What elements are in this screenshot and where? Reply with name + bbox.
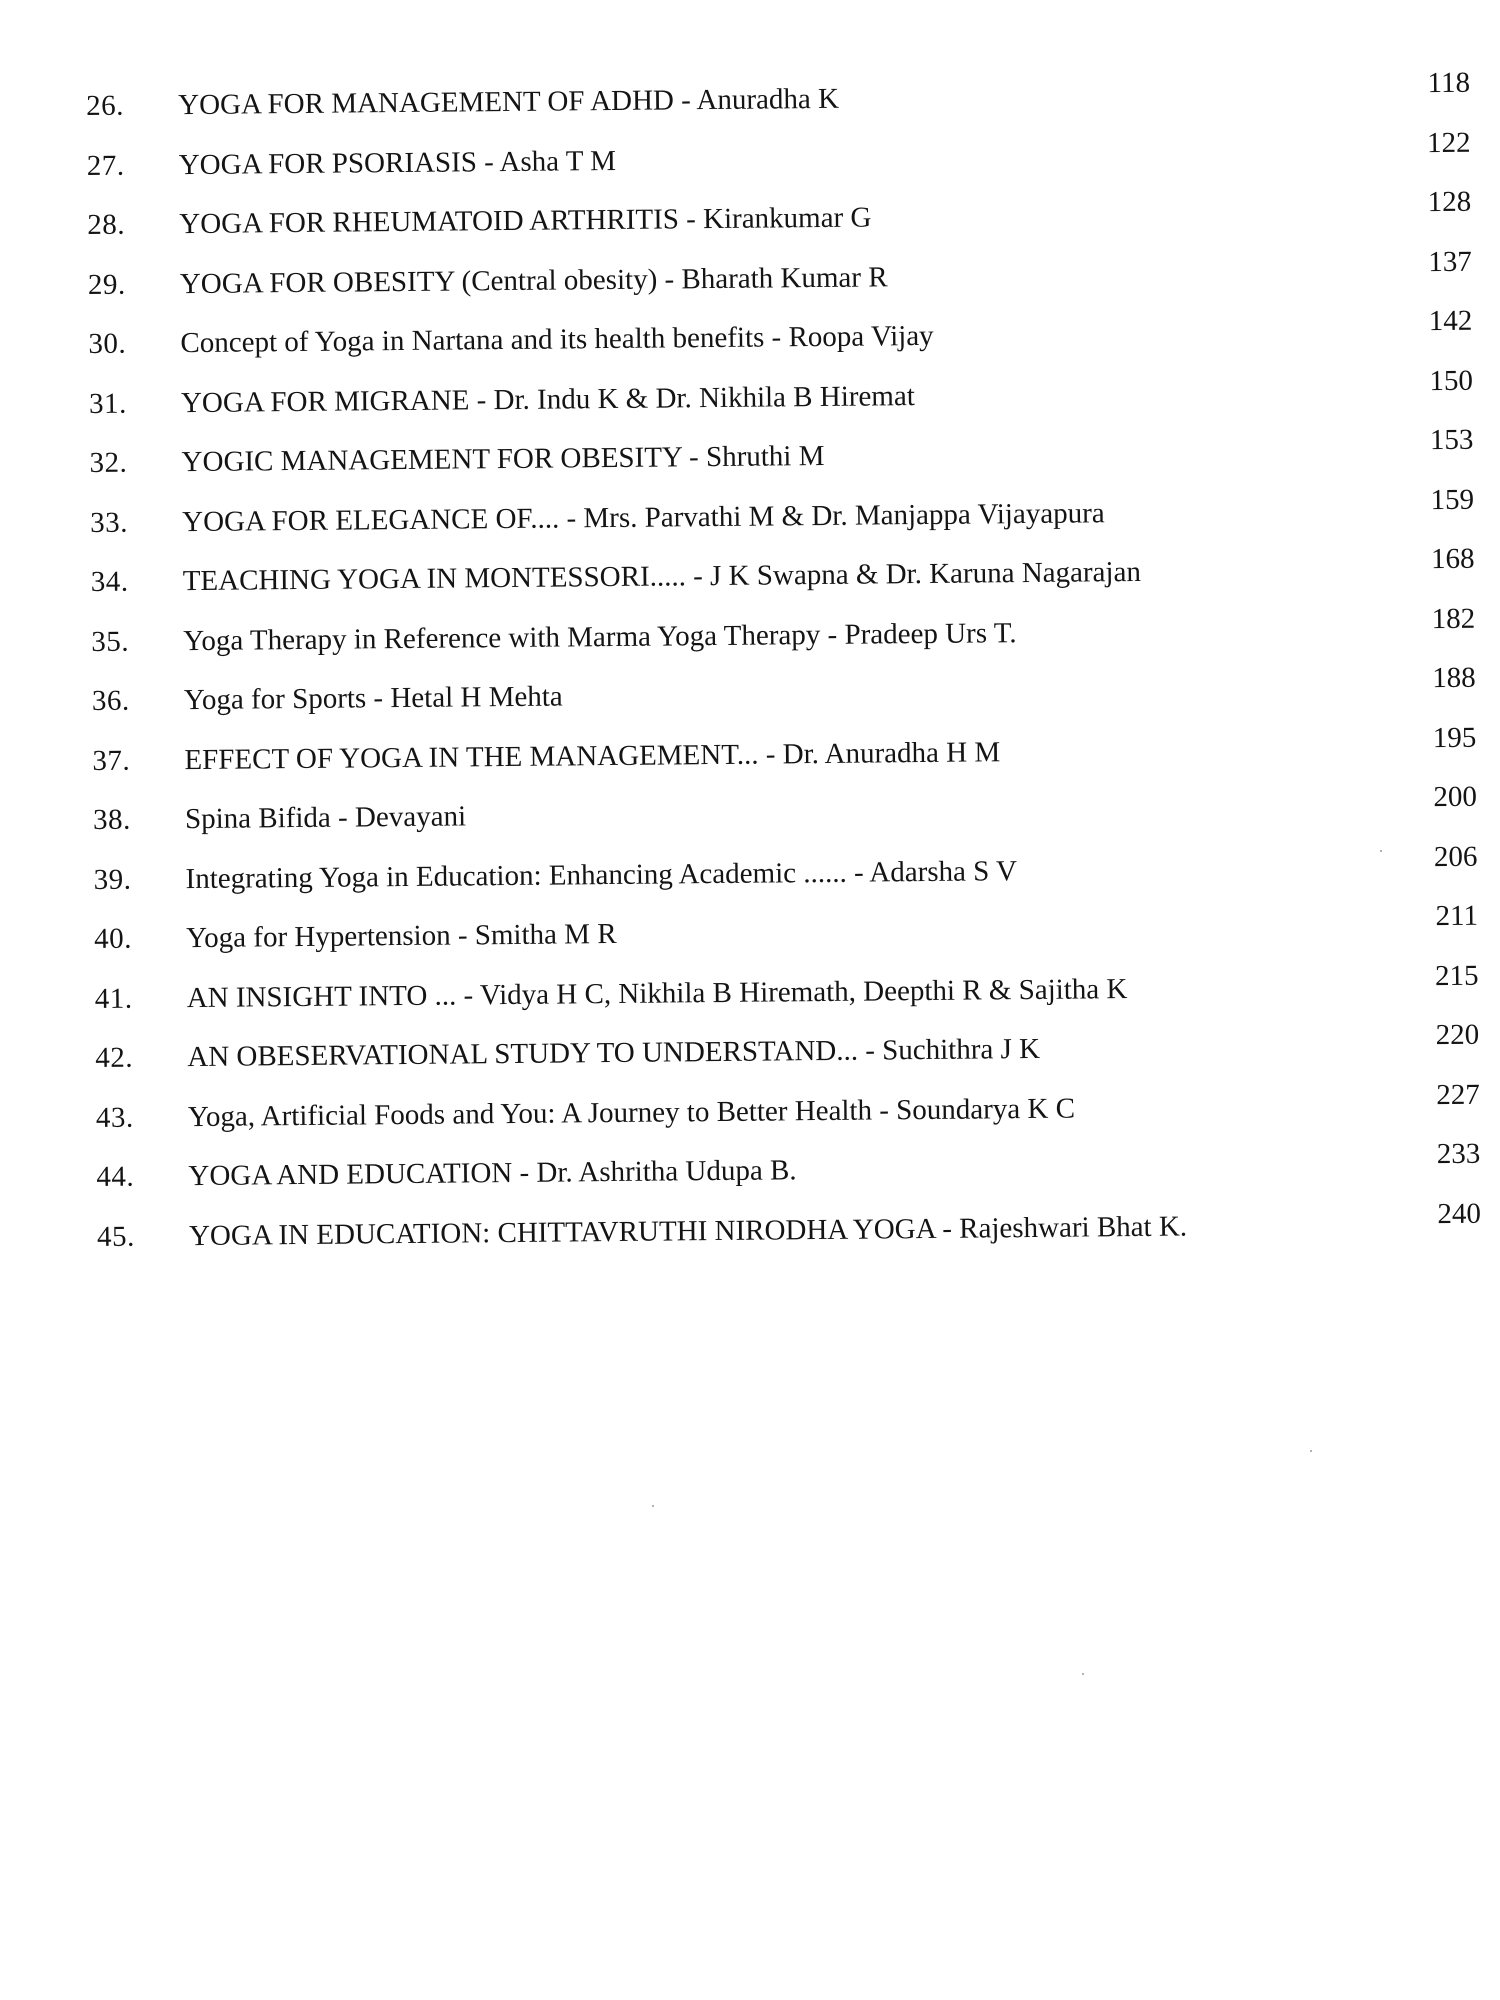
scan-speck: [652, 1505, 654, 1507]
entry-title: Yoga Therapy in Reference with Marma Yoga Therapy - Pradeep Urs T.: [183, 616, 1017, 657]
entry-title: YOGA IN EDUCATION: CHITTAVRUTHI NIRODHA YOGA - Rajeshwari Bhat K.: [188, 1210, 1188, 1252]
entry-title: Spina Bifida - Devayani: [184, 800, 467, 836]
entry-page-number: 200: [1433, 780, 1478, 814]
entry-number: 33.: [90, 506, 129, 539]
entry-page-number: 118: [1427, 66, 1471, 100]
entry-number: 38.: [92, 803, 131, 837]
entry-title: TEACHING YOGA IN MONTESSORI..... - J K Swapna & Dr. Karuna Nagarajan: [182, 555, 1142, 598]
entry-page-number: 137: [1428, 245, 1472, 278]
entry-title: YOGA FOR MIGRANE - Dr. Indu K & Dr. Nikhila B Hiremat: [180, 379, 915, 419]
entry-title: AN OBESERVATIONAL STUDY TO UNDERSTAND... - Suchithra J K: [187, 1032, 1041, 1074]
entry-page-number: 211: [1435, 899, 1479, 933]
entry-title: YOGA FOR RHEUMATOID ARTHRITIS - Kirankumar G: [179, 201, 872, 241]
entry-number: 42.: [95, 1041, 134, 1074]
entry-number: 43.: [95, 1101, 134, 1134]
entry-title: Integrating Yoga in Education: Enhancing Academic ...... - Adarsha S V: [185, 854, 1018, 895]
entry-title: Concept of Yoga in Nartana and its health benefits - Roopa Vijay: [180, 319, 934, 360]
entry-number: 39.: [93, 863, 132, 896]
entry-number: 28.: [87, 208, 126, 242]
entry-number: 36.: [91, 684, 130, 718]
entry-title: YOGA AND EDUCATION - Dr. Ashritha Udupa B.: [188, 1154, 797, 1193]
entry-page-number: 188: [1432, 661, 1476, 695]
entry-title: Yoga for Hypertension - Smitha M R: [186, 917, 617, 955]
entry-title: Yoga for Sports - Hetal H Mehta: [183, 680, 563, 717]
scan-speck: [1380, 850, 1382, 852]
entry-title: YOGA FOR PSORIASIS - Asha T M: [178, 144, 617, 181]
entry-page-number: 227: [1436, 1078, 1480, 1111]
entry-number: 44.: [96, 1160, 135, 1193]
entry-number: 37.: [92, 744, 131, 777]
entry-number: 41.: [94, 982, 133, 1015]
entry-title: YOGA FOR OBESITY (Central obesity) - Bharath Kumar R: [179, 260, 888, 300]
entry-number: 40.: [94, 922, 133, 955]
entry-page-number: 182: [1431, 602, 1476, 635]
scan-speck: [1310, 1450, 1312, 1452]
scan-speck: [1082, 1673, 1084, 1675]
entry-page-number: 150: [1429, 364, 1474, 397]
entry-page-number: 153: [1429, 423, 1474, 457]
entry-page-number: 122: [1426, 126, 1471, 159]
entry-page-number: 168: [1430, 542, 1475, 576]
entry-title: YOGA FOR ELEGANCE OF.... - Mrs. Parvathi M & Dr. Manjappa Vijayapura: [182, 496, 1105, 538]
entry-title: YOGA FOR MANAGEMENT OF ADHD - Anuradha K: [178, 82, 840, 122]
entry-number: 26.: [86, 89, 125, 123]
entry-number: 29.: [87, 268, 126, 301]
entry-number: 34.: [90, 565, 129, 599]
entry-number: 35.: [91, 625, 130, 658]
entry-number: 30.: [88, 327, 127, 361]
entry-number: 27.: [86, 149, 125, 182]
entry-page-number: 195: [1432, 721, 1477, 754]
entry-title: YOGIC MANAGEMENT FOR OBESITY - Shruthi M: [181, 439, 825, 479]
entry-page-number: 142: [1428, 304, 1473, 338]
entry-page-number: 233: [1436, 1137, 1481, 1171]
table-of-contents: [0, 66, 1500, 1278]
entry-number: 45.: [96, 1220, 135, 1253]
entry-title: AN INSIGHT INTO ... - Vidya H C, Nikhila B Hiremath, Deepthi R & Sajitha K: [186, 972, 1128, 1014]
entry-page-number: 206: [1433, 840, 1478, 873]
entry-page-number: 220: [1435, 1018, 1480, 1052]
entry-page-number: 215: [1434, 959, 1479, 992]
entry-number: 32.: [89, 446, 128, 480]
entry-page-number: 240: [1437, 1197, 1482, 1230]
entry-page-number: 128: [1427, 185, 1472, 219]
entry-title: Yoga, Artificial Foods and You: A Journey to Better Health - Soundarya K C: [187, 1092, 1076, 1133]
entry-number: 31.: [88, 387, 127, 420]
entry-page-number: 159: [1430, 483, 1475, 516]
entry-title: EFFECT OF YOGA IN THE MANAGEMENT... - Dr. Anuradha H M: [184, 735, 1001, 776]
